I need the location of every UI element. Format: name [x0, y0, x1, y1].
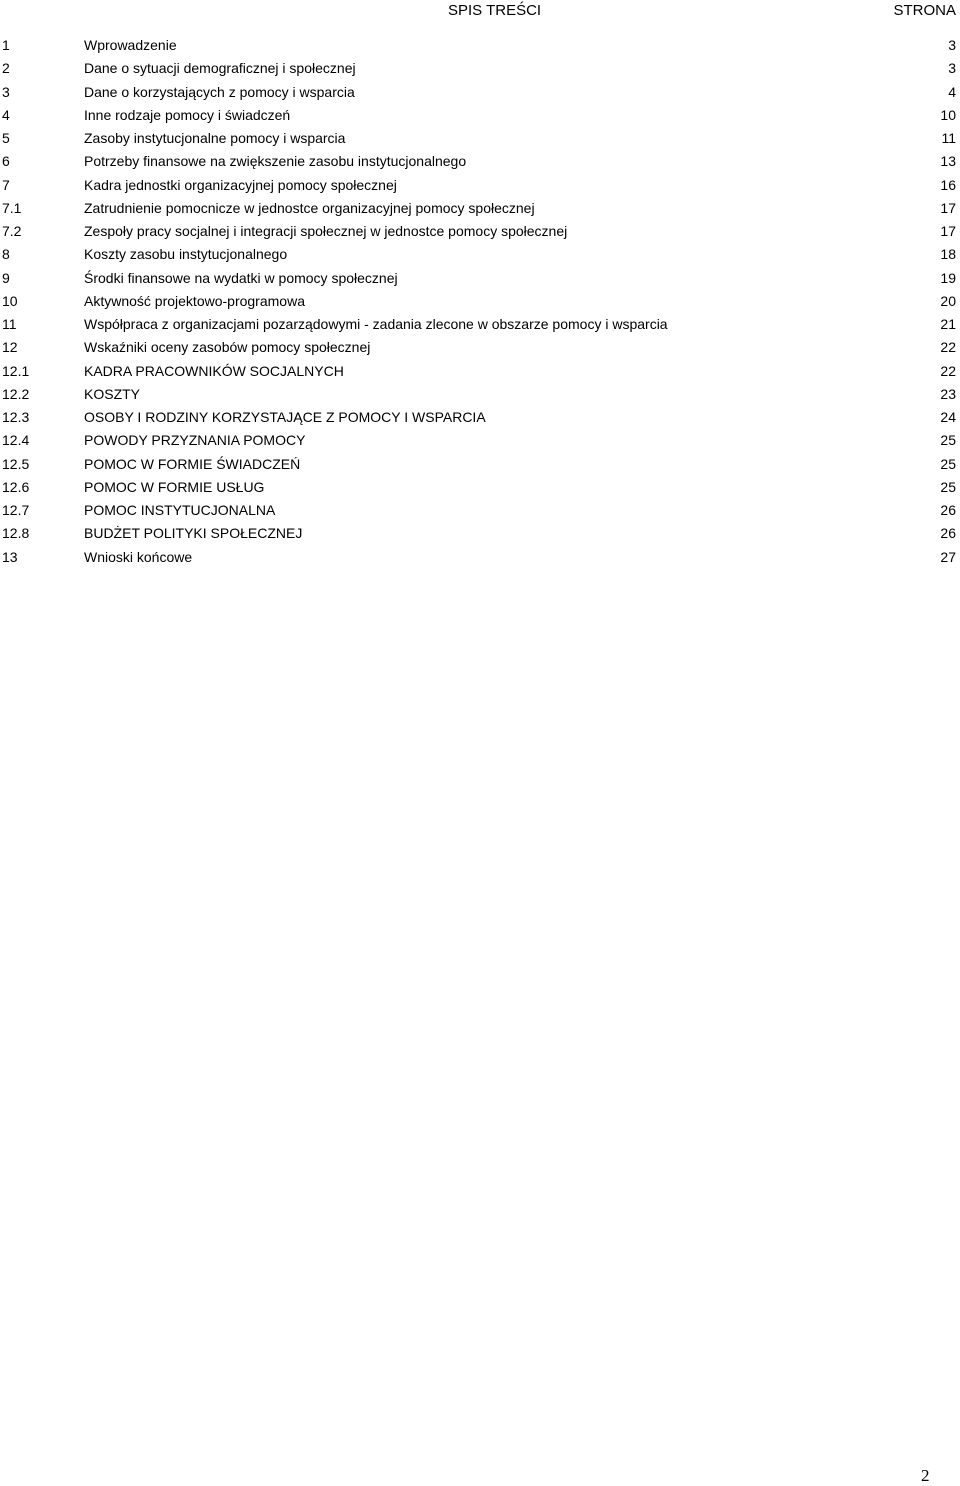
toc-entry-label[interactable]: POMOC W FORMIE ŚWIADCZEŃ	[84, 455, 301, 472]
toc-entry-label[interactable]: Aktywność projektowo-programowa	[84, 292, 305, 309]
toc-entry[interactable]	[0, 336, 956, 359]
toc-entry[interactable]	[0, 313, 956, 336]
toc-entry-number: 10	[2, 292, 18, 309]
toc-entry-label[interactable]: Kadra jednostki organizacyjnej pomocy społecznej	[84, 176, 397, 193]
toc-entry[interactable]	[0, 104, 956, 127]
toc-entry-label[interactable]: Potrzeby finansowe na zwiększenie zasobu instytucjonalnego	[84, 153, 467, 170]
toc-entry-page: 4	[948, 83, 956, 100]
toc-entry-label[interactable]: KADRA PRACOWNIKÓW SOCJALNYCH	[84, 362, 344, 379]
toc-entry-label[interactable]: BUDŻET POLITYKI SPOŁECZNEJ	[84, 525, 303, 542]
toc-entry-number: 12.8	[2, 525, 30, 542]
toc-entry-label[interactable]: Wprowadzenie	[84, 37, 177, 53]
toc-entry-page: 23	[940, 385, 956, 402]
toc-entry-page: 13	[940, 153, 956, 170]
toc-entry[interactable]	[0, 34, 956, 57]
table-of-contents	[0, 34, 956, 569]
toc-entry-page: 3	[948, 37, 956, 53]
toc-entry-label[interactable]: Wnioski końcowe	[84, 548, 193, 565]
toc-entry[interactable]	[0, 81, 956, 104]
toc-entry-label[interactable]: Środki finansowe na wydatki w pomocy społecznej	[84, 269, 398, 286]
toc-entry-page: 25	[940, 432, 956, 449]
toc-entry-page: 22	[940, 339, 956, 356]
toc-entry[interactable]	[0, 406, 956, 429]
toc-entry-label[interactable]: Wskaźniki oceny zasobów pomocy społecznej	[84, 339, 371, 356]
toc-entry[interactable]	[0, 476, 956, 499]
toc-entry[interactable]	[0, 174, 956, 197]
toc-entry-page: 26	[940, 502, 956, 518]
toc-entry[interactable]	[0, 127, 956, 150]
toc-entry-label[interactable]: Dane o korzystających z pomocy i wsparcia	[84, 83, 355, 100]
toc-entry-label[interactable]: Dane o sytuacji demograficznej i społecznej	[84, 60, 356, 77]
toc-entry-number: 12.7	[2, 502, 30, 518]
toc-entry-page: 19	[940, 269, 956, 286]
toc-entry-number: 12.4	[2, 432, 30, 449]
toc-entry-label[interactable]: OSOBY I RODZINY KORZYSTAJĄCE Z POMOCY I WSPARCIA	[84, 409, 486, 425]
toc-entry-label[interactable]: Zasoby instytucjonalne pomocy i wsparcia	[84, 130, 346, 146]
toc-entry-page: 22	[940, 362, 956, 379]
toc-entry[interactable]	[0, 522, 956, 545]
toc-entry[interactable]	[0, 267, 956, 290]
toc-entry[interactable]	[0, 197, 956, 220]
toc-entry-number: 12.5	[2, 455, 30, 472]
toc-entry[interactable]	[0, 290, 956, 313]
toc-entry-page: 18	[940, 246, 956, 263]
toc-entry[interactable]	[0, 57, 956, 80]
toc-entry-number: 12.1	[2, 362, 30, 379]
toc-entry-page: 3	[948, 60, 956, 77]
toc-entry-page: 10	[940, 106, 956, 123]
toc-entry-number: 12.3	[2, 409, 30, 425]
toc-entry-page: 11	[941, 130, 956, 146]
toc-entry-page: 16	[940, 176, 956, 193]
toc-entry-label[interactable]: Koszty zasobu instytucjonalnego	[84, 246, 288, 263]
toc-entry-number: 6	[2, 153, 10, 170]
toc-entry-page: 25	[940, 455, 956, 472]
toc-entry[interactable]	[0, 499, 956, 522]
toc-entry[interactable]	[0, 453, 956, 476]
toc-entry[interactable]	[0, 360, 956, 383]
toc-entry-label[interactable]: POWODY PRZYZNANIA POMOCY	[84, 432, 306, 449]
toc-entry-number: 7.1	[2, 199, 22, 216]
toc-entry-page: 26	[940, 525, 956, 542]
toc-header-page-column: STRONA	[893, 2, 956, 19]
toc-entry[interactable]	[0, 220, 956, 243]
toc-entry-number: 7	[2, 176, 10, 193]
toc-entry[interactable]	[0, 383, 956, 406]
page-number: 2	[921, 1466, 930, 1485]
toc-entry[interactable]	[0, 429, 956, 452]
toc-entry-number: 12	[2, 339, 18, 356]
toc-entry-label[interactable]: Zespoły pracy socjalnej i integracji społecznej w jednostce pomocy społecznej	[84, 223, 568, 239]
toc-entry-number: 7.2	[2, 223, 22, 239]
toc-entry-number: 12.6	[2, 478, 30, 495]
toc-entry[interactable]	[0, 546, 956, 569]
toc-entry-label[interactable]: POMOC W FORMIE USŁUG	[84, 478, 265, 495]
toc-entry-label[interactable]: Inne rodzaje pomocy i świadczeń	[84, 106, 291, 123]
toc-entry-number: 1	[2, 37, 10, 53]
toc-entry-page: 25	[940, 478, 956, 495]
toc-entry-page: 27	[940, 548, 956, 565]
toc-entry-label[interactable]: POMOC INSTYTUCJONALNA	[84, 502, 276, 518]
toc-entry-page: 24	[940, 409, 956, 425]
toc-entry-label[interactable]: Zatrudnienie pomocnicze w jednostce organizacyjnej pomocy społecznej	[84, 199, 535, 216]
toc-entry-number: 12.2	[2, 385, 30, 402]
toc-entry-label[interactable]: KOSZTY	[84, 385, 141, 402]
toc-entry-page: 21	[940, 316, 956, 332]
toc-entry-label[interactable]: Współpraca z organizacjami pozarządowymi - zadania zlecone w obszarze pomocy i wsparcia	[84, 316, 668, 332]
toc-entry-number: 13	[2, 548, 18, 565]
toc-entry-page: 20	[940, 292, 956, 309]
toc-header-title: SPIS TREŚCI	[448, 2, 542, 19]
toc-entry-number: 4	[2, 106, 10, 123]
toc-entry-number: 3	[2, 83, 10, 100]
toc-entry-number: 11	[2, 316, 17, 332]
toc-entry-number: 9	[2, 269, 10, 286]
toc-entry-number: 2	[2, 60, 10, 77]
toc-entry[interactable]	[0, 243, 956, 266]
toc-entry-page: 17	[940, 223, 956, 239]
toc-entry-number: 5	[2, 130, 10, 146]
toc-entry[interactable]	[0, 150, 956, 173]
toc-entry-number: 8	[2, 246, 10, 263]
toc-entry-page: 17	[940, 199, 956, 216]
